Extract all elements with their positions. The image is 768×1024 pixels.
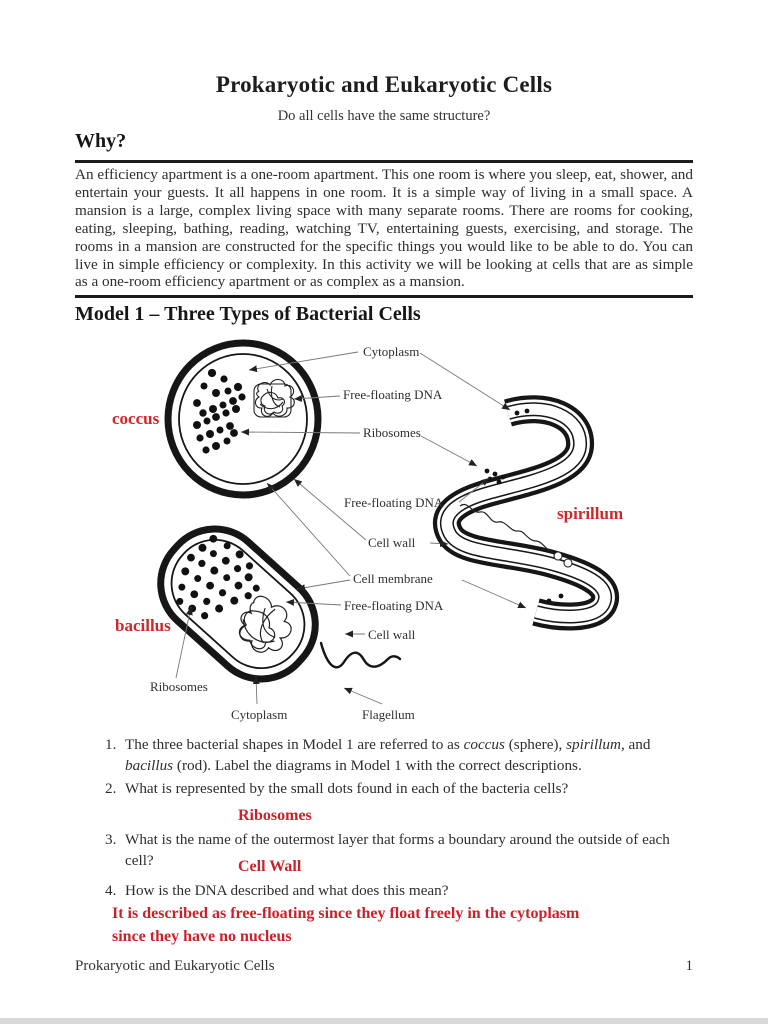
answer-4-line-2: since they have no nucleus [112, 928, 292, 945]
coccus-name-label: coccus [112, 409, 160, 428]
spirillum-name-label: spirillum [557, 504, 624, 523]
question-1 [105, 734, 700, 776]
question-3 [105, 829, 700, 871]
page-subtitle: Do all cells have the same structure? [277, 108, 491, 124]
divider-line [75, 295, 693, 298]
flagellum-label: Flagellum [362, 707, 415, 722]
footer-title: Prokaryotic and Eukaryotic Cells [75, 958, 275, 974]
question-number: 2. [105, 780, 117, 797]
free-floating-dna-label: Free-floating DNA [344, 495, 444, 510]
free-floating-dna-label: Free-floating DNA [343, 387, 443, 402]
answer-2: Ribosomes [238, 807, 312, 824]
flagellum-line [321, 643, 400, 667]
cytoplasm-label: Cytoplasm [363, 344, 420, 359]
question-text: How is the DNA described and what does this mean? [125, 882, 449, 899]
why-heading: Why? [75, 130, 127, 152]
bacteria-diagram [75, 335, 695, 735]
ribosomes-label: Ribosomes [150, 679, 208, 694]
question-2 [105, 778, 700, 799]
question-4 [105, 880, 700, 901]
cell-wall-label: Cell wall [368, 627, 416, 642]
cell-membrane-label: Cell membrane [353, 571, 433, 586]
page-title: Prokaryotic and Eukaryotic Cells [215, 72, 553, 97]
intro-paragraph: An efficiency apartment is a one-room apartment. This one room is where you sleep, eat, shower, and entertain your guests. It all happens in one room. It is a simple way of living in a small space. A mansion is a large, complex living space with many separate rooms. There are rooms for cooking, eating, sleeping, bathing, reading, watching TV, entertaining guests, exercising, and storage. The rooms in a mansion are constructed for the specific things you would like to be able to do. You can live in simple efficiency or complexity. In this activity we will be looking at cells that are as simple as a one-room efficiency apartment or as complex as a mansion. [75, 166, 693, 291]
answer-4-line-1: It is described as free-floating since they float freely in the cytoplasm [112, 905, 580, 922]
question-number: 3. [105, 831, 117, 848]
question-number: 4. [105, 882, 117, 899]
model-heading: Model 1 – Three Types of Bacterial Cells [75, 303, 421, 325]
scan-edge-strip [0, 1018, 768, 1024]
footer-page-number: 1 [685, 958, 693, 974]
answer-3: Cell Wall [238, 858, 302, 875]
page-footer [75, 958, 693, 975]
coccus-cell [168, 343, 318, 495]
question-text: The three bacterial shapes in Model 1 are referred to as coccus (sphere), spirillum, and bacillus (rod). Label the diagrams in Model 1 with the correct descriptions. [125, 736, 651, 774]
free-floating-dna-label: Free-floating DNA [344, 598, 444, 613]
bacillus-name-label: bacillus [115, 616, 171, 635]
answer-4 [112, 902, 579, 948]
divider-line [75, 160, 693, 163]
question-number: 1. [105, 736, 117, 753]
ribosomes-label: Ribosomes [363, 425, 421, 440]
cell-wall-label: Cell wall [368, 535, 416, 550]
bacillus-cell [140, 508, 336, 699]
cytoplasm-label: Cytoplasm [231, 707, 288, 722]
question-text: What is the name of the outermost layer that forms a boundary around the outside of each cell? [125, 831, 670, 869]
question-text: What is represented by the small dots found in each of the bacteria cells? [125, 780, 569, 797]
